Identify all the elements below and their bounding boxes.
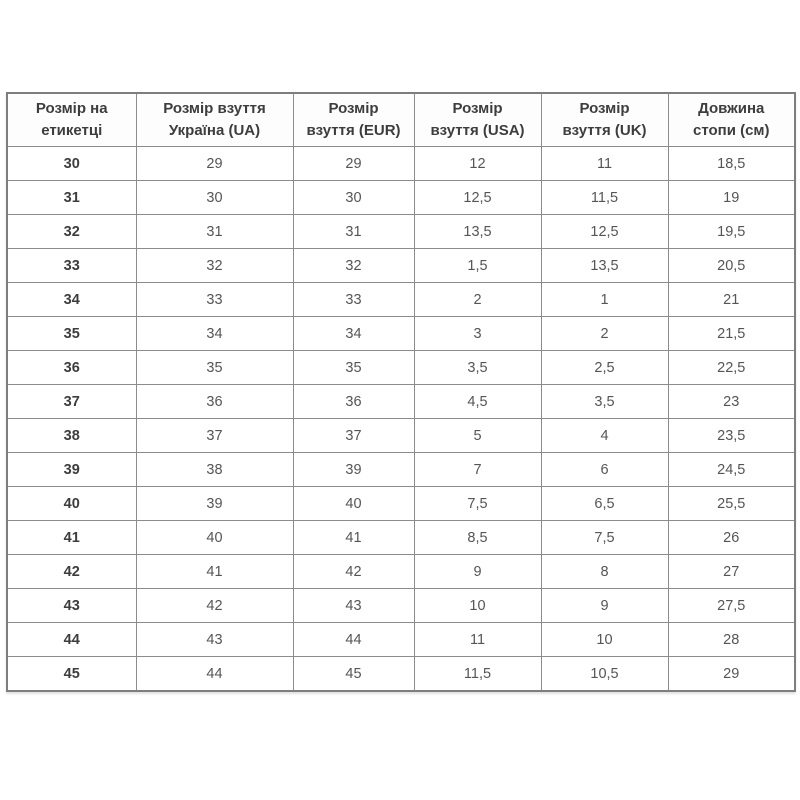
size-value-cell: 7,5 [414,487,541,521]
size-value-cell: 37 [293,419,414,453]
table-row [7,317,795,351]
size-value-cell: 23 [668,385,795,419]
size-value-cell: 9 [541,589,668,623]
size-value-cell: 39 [293,453,414,487]
table-row [7,249,795,283]
size-value-cell: 32 [136,249,293,283]
size-value-cell: 2,5 [541,351,668,385]
size-value-cell: 13,5 [541,249,668,283]
table-row [7,147,795,181]
column-header-label-size: Розмір на етикетці [7,93,136,147]
table-row [7,555,795,589]
column-header-foot-length: Довжина стопи (см) [668,93,795,147]
table-row [7,351,795,385]
size-value-cell: 10,5 [541,657,668,692]
size-value-cell: 12,5 [414,181,541,215]
size-value-cell: 2 [541,317,668,351]
size-value-cell: 11,5 [414,657,541,692]
size-value-cell: 33 [293,283,414,317]
size-value-cell: 6 [541,453,668,487]
size-value-cell: 1,5 [414,249,541,283]
label-size-cell: 45 [7,657,136,692]
label-size-cell: 40 [7,487,136,521]
size-value-cell: 11,5 [541,181,668,215]
size-value-cell: 41 [293,521,414,555]
label-size-cell: 43 [7,589,136,623]
size-value-cell: 11 [414,623,541,657]
size-value-cell: 19,5 [668,215,795,249]
table-row [7,487,795,521]
table-row [7,385,795,419]
table-header [7,93,795,147]
label-size-cell: 35 [7,317,136,351]
size-value-cell: 7 [414,453,541,487]
size-value-cell: 22,5 [668,351,795,385]
label-size-cell: 33 [7,249,136,283]
size-value-cell: 45 [293,657,414,692]
table-row [7,215,795,249]
size-value-cell: 27,5 [668,589,795,623]
size-value-cell: 44 [293,623,414,657]
size-value-cell: 30 [293,181,414,215]
table-row [7,181,795,215]
label-size-cell: 41 [7,521,136,555]
size-value-cell: 44 [136,657,293,692]
size-value-cell: 1 [541,283,668,317]
size-value-cell: 28 [668,623,795,657]
size-value-cell: 25,5 [668,487,795,521]
label-size-cell: 30 [7,147,136,181]
label-size-cell: 44 [7,623,136,657]
size-value-cell: 29 [136,147,293,181]
size-value-cell: 27 [668,555,795,589]
size-value-cell: 37 [136,419,293,453]
label-size-cell: 39 [7,453,136,487]
size-value-cell: 4 [541,419,668,453]
label-size-cell: 38 [7,419,136,453]
size-value-cell: 32 [293,249,414,283]
table-row [7,419,795,453]
size-value-cell: 6,5 [541,487,668,521]
label-size-cell: 36 [7,351,136,385]
size-value-cell: 8,5 [414,521,541,555]
column-header-usa-size: Розмір взуття (USA) [414,93,541,147]
size-value-cell: 26 [668,521,795,555]
size-value-cell: 30 [136,181,293,215]
size-value-cell: 39 [136,487,293,521]
table-row [7,453,795,487]
size-value-cell: 20,5 [668,249,795,283]
size-value-cell: 10 [414,589,541,623]
size-value-cell: 33 [136,283,293,317]
size-value-cell: 4,5 [414,385,541,419]
size-value-cell: 40 [293,487,414,521]
size-value-cell: 36 [136,385,293,419]
label-size-cell: 32 [7,215,136,249]
size-value-cell: 21 [668,283,795,317]
size-value-cell: 34 [136,317,293,351]
table-row [7,623,795,657]
size-value-cell: 31 [136,215,293,249]
size-value-cell: 34 [293,317,414,351]
size-value-cell: 3,5 [414,351,541,385]
size-value-cell: 42 [293,555,414,589]
size-value-cell: 19 [668,181,795,215]
size-value-cell: 29 [668,657,795,692]
size-value-cell: 8 [541,555,668,589]
size-table [6,92,796,692]
label-size-cell: 34 [7,283,136,317]
table-body [7,147,795,692]
size-value-cell: 2 [414,283,541,317]
size-value-cell: 10 [541,623,668,657]
column-header-ua-size: Розмір взуття Україна (UA) [136,93,293,147]
column-header-eur-size: Розмір взуття (EUR) [293,93,414,147]
table-row [7,657,795,692]
size-value-cell: 38 [136,453,293,487]
size-value-cell: 36 [293,385,414,419]
table-row [7,283,795,317]
size-value-cell: 42 [136,589,293,623]
size-value-cell: 3 [414,317,541,351]
size-value-cell: 13,5 [414,215,541,249]
size-value-cell: 11 [541,147,668,181]
table-row [7,589,795,623]
size-value-cell: 43 [293,589,414,623]
size-value-cell: 21,5 [668,317,795,351]
size-value-cell: 18,5 [668,147,795,181]
label-size-cell: 37 [7,385,136,419]
size-value-cell: 5 [414,419,541,453]
size-value-cell: 29 [293,147,414,181]
size-value-cell: 12,5 [541,215,668,249]
column-header-uk-size: Розмір взуття (UK) [541,93,668,147]
size-value-cell: 23,5 [668,419,795,453]
size-value-cell: 24,5 [668,453,795,487]
size-value-cell: 12 [414,147,541,181]
size-value-cell: 35 [293,351,414,385]
label-size-cell: 31 [7,181,136,215]
size-value-cell: 35 [136,351,293,385]
size-value-cell: 41 [136,555,293,589]
size-value-cell: 7,5 [541,521,668,555]
size-value-cell: 9 [414,555,541,589]
size-value-cell: 3,5 [541,385,668,419]
size-chart [6,92,794,692]
label-size-cell: 42 [7,555,136,589]
table-row [7,521,795,555]
header-row [7,93,795,147]
size-value-cell: 43 [136,623,293,657]
size-value-cell: 40 [136,521,293,555]
size-value-cell: 31 [293,215,414,249]
